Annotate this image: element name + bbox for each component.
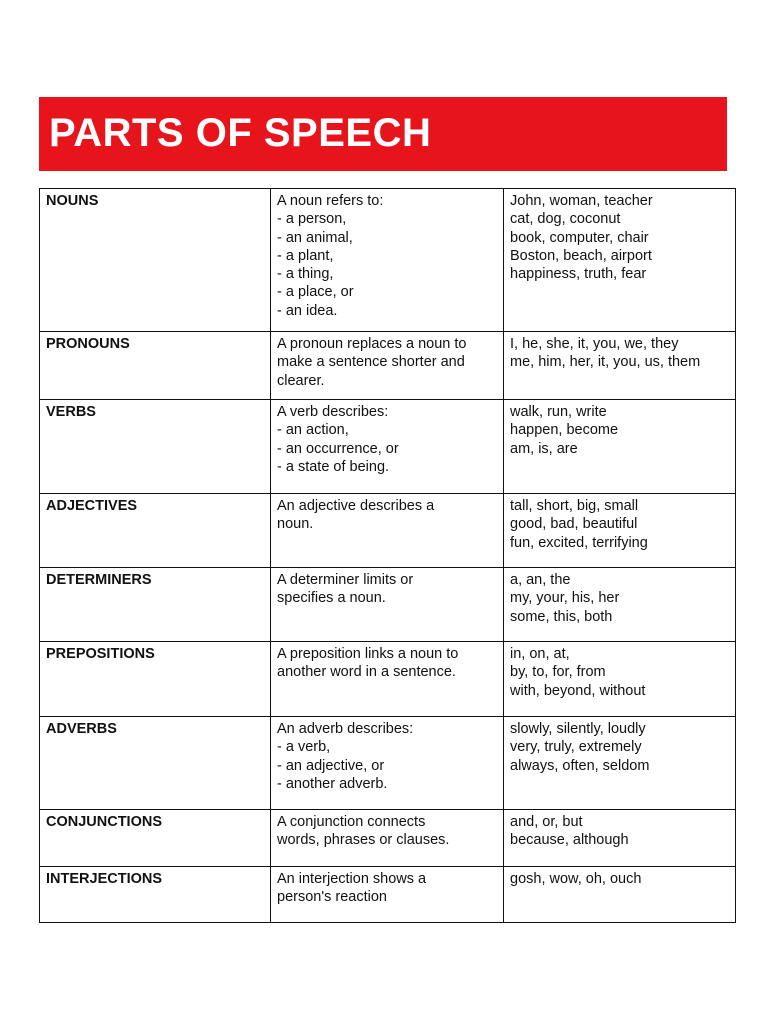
example-line: John, woman, teacher — [510, 193, 653, 209]
definition-line: - a verb, — [277, 739, 331, 756]
definition-line: noun. — [277, 516, 314, 533]
example-line: happen, become — [510, 422, 619, 439]
example-line: with, beyond, without — [510, 682, 646, 699]
table-row — [40, 332, 736, 400]
definition-line: - an occurrence, or — [277, 440, 399, 457]
examples-cell — [504, 400, 736, 494]
definition-line: make a sentence shorter and — [277, 354, 465, 371]
definition-line: A verb describes: — [277, 404, 389, 420]
definition-line: person's reaction — [277, 889, 387, 906]
example-line: and, or, but — [510, 814, 583, 830]
part-of-speech-term: VERBS — [40, 400, 271, 494]
definition-line: A determiner limits or — [277, 572, 414, 588]
part-of-speech-term: DETERMINERS — [40, 568, 271, 642]
definition-cell — [271, 494, 504, 568]
table-row — [40, 867, 736, 923]
definition-line: - an animal, — [277, 229, 353, 246]
examples-cell — [504, 332, 736, 400]
example-line: me, him, her, it, you, us, them — [510, 354, 701, 371]
page-title: PARTS OF SPEECH — [49, 111, 432, 155]
definition-cell — [271, 400, 504, 494]
table-row — [40, 189, 736, 332]
example-line: book, computer, chair — [510, 229, 649, 246]
definition-cell — [271, 332, 504, 400]
example-line: always, often, seldom — [510, 757, 650, 774]
table-row — [40, 642, 736, 717]
examples-cell — [504, 494, 736, 568]
parts-of-speech-table — [39, 188, 736, 923]
example-line: I, he, she, it, you, we, they — [510, 336, 679, 352]
definition-line: words, phrases or clauses. — [277, 832, 450, 849]
definition-line: A pronoun replaces a noun to — [277, 336, 467, 352]
definition-line: A preposition links a noun to — [277, 646, 459, 662]
table-row — [40, 568, 736, 642]
definition-line: An adverb describes: — [277, 721, 414, 737]
part-of-speech-term: ADVERBS — [40, 717, 271, 810]
definition-line: another word in a sentence. — [277, 664, 456, 681]
example-line: very, truly, extremely — [510, 739, 642, 756]
part-of-speech-term: CONJUNCTIONS — [40, 810, 271, 867]
definition-line: - a thing, — [277, 266, 334, 283]
table-row — [40, 717, 736, 810]
examples-cell — [504, 568, 736, 642]
part-of-speech-term: PRONOUNS — [40, 332, 271, 400]
example-line: in, on, at, — [510, 646, 570, 662]
example-line: slowly, silently, loudly — [510, 721, 646, 737]
definition-line: A noun refers to: — [277, 193, 384, 209]
definition-line: - another adverb. — [277, 775, 388, 792]
definition-line: - an action, — [277, 422, 349, 439]
definition-line: clearer. — [277, 372, 325, 389]
table-row — [40, 400, 736, 494]
example-line: tall, short, big, small — [510, 498, 639, 514]
examples-cell — [504, 810, 736, 867]
example-line: some, this, both — [510, 608, 613, 625]
definition-cell — [271, 189, 504, 332]
definition-line: - a plant, — [277, 247, 334, 264]
example-line: good, bad, beautiful — [510, 516, 638, 533]
examples-cell — [504, 867, 736, 923]
examples-cell — [504, 189, 736, 332]
title-banner — [39, 97, 727, 171]
definition-cell — [271, 810, 504, 867]
example-line: gosh, wow, oh, ouch — [510, 871, 642, 887]
example-line: happiness, truth, fear — [510, 266, 647, 283]
definition-cell — [271, 717, 504, 810]
examples-cell — [504, 717, 736, 810]
definition-line: An interjection shows a — [277, 871, 427, 887]
part-of-speech-term: INTERJECTIONS — [40, 867, 271, 923]
part-of-speech-term: ADJECTIVES — [40, 494, 271, 568]
definition-line: specifies a noun. — [277, 590, 386, 607]
definition-line: - a state of being. — [277, 458, 390, 475]
part-of-speech-term: NOUNS — [40, 189, 271, 332]
example-line: walk, run, write — [510, 404, 607, 420]
example-line: by, to, for, from — [510, 664, 606, 681]
example-line: my, your, his, her — [510, 590, 620, 607]
definition-line: - an adjective, or — [277, 757, 385, 774]
example-line: fun, excited, terrifying — [510, 534, 648, 551]
part-of-speech-term: PREPOSITIONS — [40, 642, 271, 717]
example-line: Boston, beach, airport — [510, 247, 652, 264]
definition-line: - a place, or — [277, 284, 354, 301]
example-line: am, is, are — [510, 440, 578, 457]
table-row — [40, 494, 736, 568]
definition-cell — [271, 568, 504, 642]
definition-line: An adjective describes a — [277, 498, 435, 514]
examples-cell — [504, 642, 736, 717]
definition-line: A conjunction connects — [277, 814, 426, 830]
definition-cell — [271, 642, 504, 717]
table-row — [40, 810, 736, 867]
definition-cell — [271, 867, 504, 923]
definition-line: - a person, — [277, 211, 347, 228]
example-line: a, an, the — [510, 572, 571, 588]
example-line: cat, dog, coconut — [510, 211, 621, 228]
example-line: because, although — [510, 832, 629, 849]
definition-line: - an idea. — [277, 302, 338, 319]
